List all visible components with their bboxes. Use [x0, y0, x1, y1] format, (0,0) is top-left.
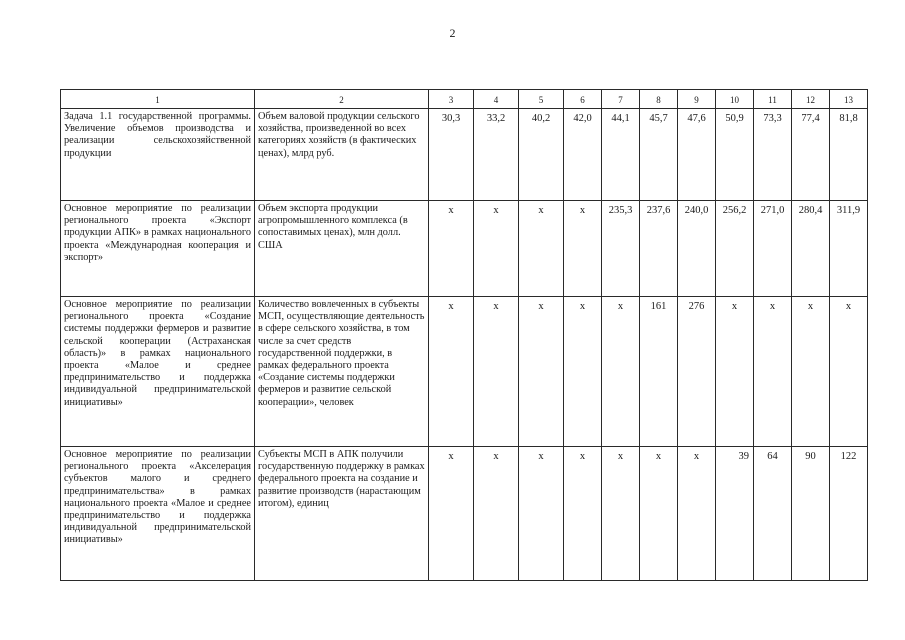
value-cell: 40,2 — [519, 109, 564, 201]
value-cell: 311,9 — [830, 201, 868, 297]
column-header: 1 — [61, 90, 255, 109]
column-header: 2 — [255, 90, 429, 109]
value-cell: 240,0 — [678, 201, 716, 297]
value-cell: х — [602, 447, 640, 581]
value-cell: 90 — [792, 447, 830, 581]
value-cell: 237,6 — [640, 201, 678, 297]
table-row — [61, 109, 868, 201]
value-cell: х — [564, 447, 602, 581]
column-header: 11 — [754, 90, 792, 109]
value-cell: х — [602, 297, 640, 447]
value-cell: х — [519, 201, 564, 297]
value-cell: х — [754, 297, 792, 447]
indicators-table — [60, 89, 868, 581]
column-header: 3 — [429, 90, 474, 109]
table-row — [61, 201, 868, 297]
value-cell: 42,0 — [564, 109, 602, 201]
value-cell: х — [429, 201, 474, 297]
indicator-cell: Субъекты МСП в АПК получили государственную поддержку в рамках федерального проекта на создание и развитие производств (нарастающим итогом), единиц — [255, 447, 429, 581]
column-header: 7 — [602, 90, 640, 109]
value-cell: х — [429, 297, 474, 447]
value-cell: 64 — [754, 447, 792, 581]
value-cell: 77,4 — [792, 109, 830, 201]
value-cell: х — [792, 297, 830, 447]
value-cell: 50,9 — [716, 109, 754, 201]
value-cell: 81,8 — [830, 109, 868, 201]
value-cell: 47,6 — [678, 109, 716, 201]
value-cell: х — [716, 297, 754, 447]
value-cell: 30,3 — [429, 109, 474, 201]
column-header: 9 — [678, 90, 716, 109]
table-header-row — [61, 90, 868, 109]
value-cell: х — [564, 297, 602, 447]
value-cell: 33,2 — [474, 109, 519, 201]
task-cell: Задача 1.1 государственной программы. Увеличение объемов производства и реализации сельскохозяйственной продукции — [61, 109, 255, 201]
value-cell: 73,3 — [754, 109, 792, 201]
value-cell: 122 — [830, 447, 868, 581]
value-cell: х — [519, 297, 564, 447]
column-header: 6 — [564, 90, 602, 109]
value-cell: х — [564, 201, 602, 297]
value-cell: 280,4 — [792, 201, 830, 297]
indicator-cell: Количество вовлеченных в субъекты МСП, осуществляющие деятельность в сфере сельского хозяйства, в том числе за счет средств государственной поддержки, в рамках федерального проекта «Создание системы поддержки фермеров и развитие сельской кооперации», человек — [255, 297, 429, 447]
table-row — [61, 297, 868, 447]
task-cell: Основное мероприятие по реализации регионального проекта «Создание системы поддержки фермеров и развитие сельской кооперации (Астраханская область)» в рамках национального проекта «Малое и среднее предпринимательство и поддержка индивидуальной предпринимательской инициативы» — [61, 297, 255, 447]
indicator-cell: Объем экспорта продукции агропромышленного комплекса (в сопоставимых ценах), млн долл. США — [255, 201, 429, 297]
column-header: 4 — [474, 90, 519, 109]
column-header: 13 — [830, 90, 868, 109]
value-cell: 161 — [640, 297, 678, 447]
task-cell: Основное мероприятие по реализации регионального проекта «Акселерация субъектов малого и среднего предпринимательства» в рамках национального проекта «Малое и среднее предпринимательство и поддержка индивидуальной предпринимательской инициативы» — [61, 447, 255, 581]
value-cell: х — [474, 297, 519, 447]
value-cell: 39 — [716, 447, 754, 581]
value-cell: х — [519, 447, 564, 581]
column-header: 8 — [640, 90, 678, 109]
column-header: 5 — [519, 90, 564, 109]
column-header: 10 — [716, 90, 754, 109]
value-cell: 235,3 — [602, 201, 640, 297]
column-header: 12 — [792, 90, 830, 109]
value-cell: 276 — [678, 297, 716, 447]
indicator-cell: Объем валовой продукции сельского хозяйства, произведенной во всех категориях хозяйств (в фактических ценах), млрд руб. — [255, 109, 429, 201]
value-cell: 45,7 — [640, 109, 678, 201]
value-cell: 271,0 — [754, 201, 792, 297]
value-cell: х — [678, 447, 716, 581]
value-cell: х — [640, 447, 678, 581]
value-cell: 44,1 — [602, 109, 640, 201]
value-cell: х — [830, 297, 868, 447]
table-row — [61, 447, 868, 581]
value-cell: х — [474, 201, 519, 297]
value-cell: х — [474, 447, 519, 581]
page-number: 2 — [449, 26, 456, 40]
task-cell: Основное мероприятие по реализации регионального проекта «Экспорт продукции АПК» в рамках национального проекта «Международная кооперация и экспорт» — [61, 201, 255, 297]
value-cell: х — [429, 447, 474, 581]
value-cell: 256,2 — [716, 201, 754, 297]
